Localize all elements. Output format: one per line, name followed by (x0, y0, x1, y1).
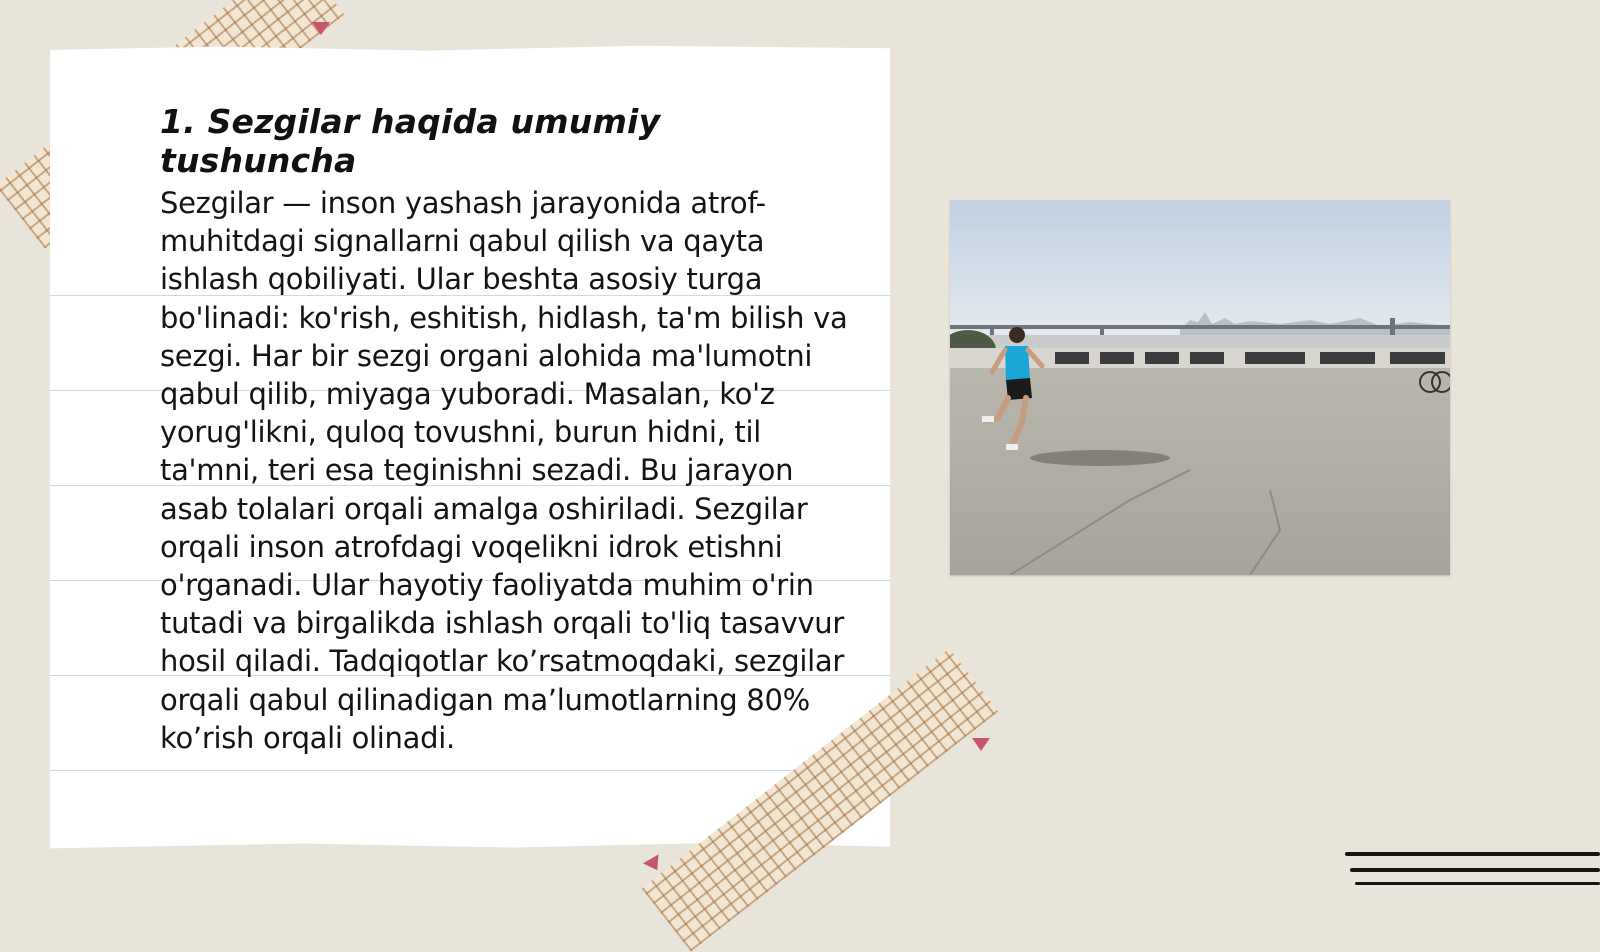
slide-title: 1. Sezgilar haqida umumiy tushuncha (160, 102, 661, 180)
scribble-line (1345, 852, 1600, 856)
pin-right-icon (972, 738, 990, 751)
scribble-line (1350, 868, 1600, 872)
runner-photo (950, 200, 1450, 575)
slide-body-text: Sezgilar — inson yashash jarayonida atrof-muhitdagi signallarni qabul qilish va qayta ishlash qobiliyati. Ular beshta asosiy turga bo'linadi: ko'rish, eshitish, hidlash, ta'm bilish va sezgi. Har bir sezgi organi alohida ma'lumotni qabul qilib, miyaga yuboradi. Masalan, ko'z yorug'likni, quloq tovushni, burun hidni, til ta'mni, teri esa teginishni sezadi. Bu jarayon asab tolalari orqali amalga oshiriladi. Sezgilar orqali inson atrofdagi voqelikni idrok etishni o'rganadi. Ular hayotiy faoliyatda muhim o'rin tutadi va birgalikda ishlash orqali to'liq tasavvur hosil qiladi. Tadqiqotlar ko’rsatmoqdaki, sezgilar orqali qabul qilinadigan ma’lumotlarning 80% ko’rish orqali olinadi. (160, 186, 848, 755)
pin-top-icon (312, 22, 330, 35)
scribble-line (1355, 882, 1600, 885)
paper-rule (50, 770, 890, 771)
